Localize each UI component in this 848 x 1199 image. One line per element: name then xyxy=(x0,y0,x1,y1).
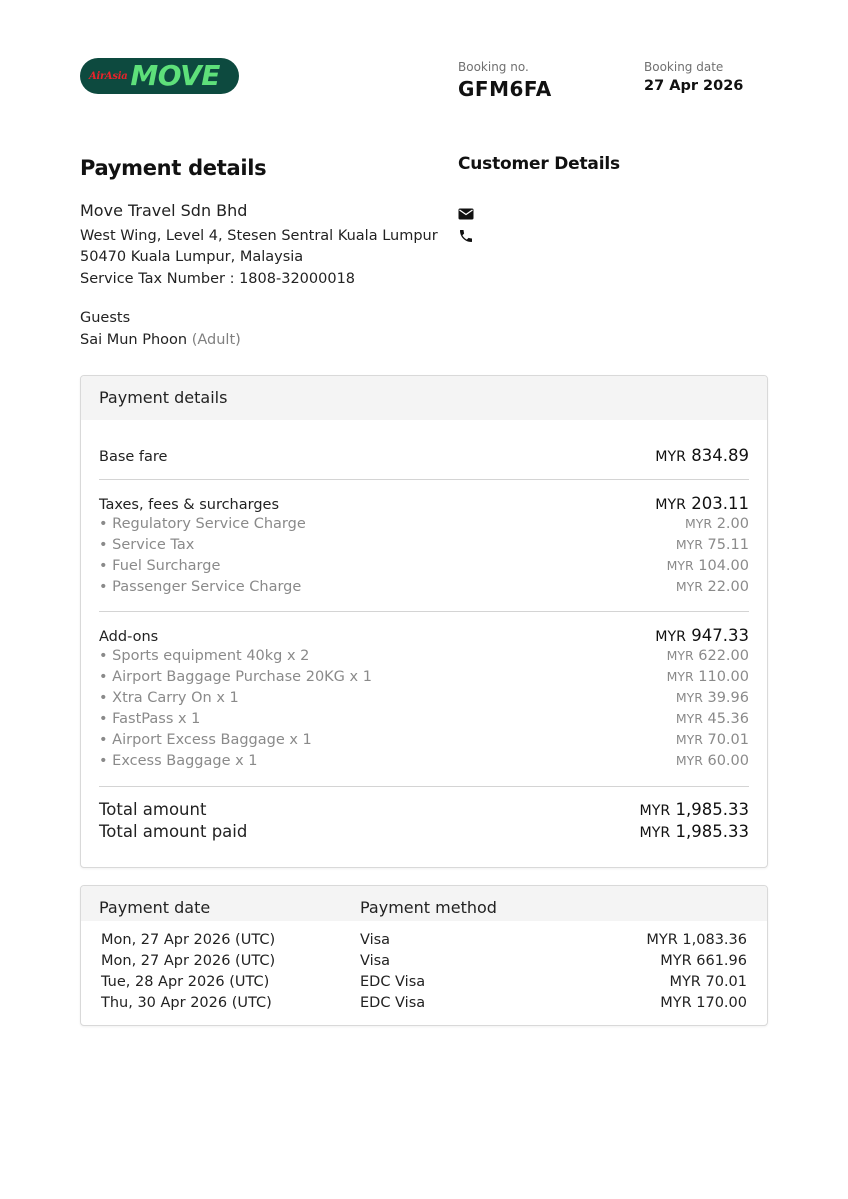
payment-method: EDC Visa xyxy=(360,995,426,1011)
mail-icon xyxy=(458,208,474,220)
customer-details-heading: Customer Details xyxy=(458,154,620,174)
addons-amount: 947.33 xyxy=(691,626,749,645)
base-fare-amount: 834.89 xyxy=(691,446,749,465)
currency-code: MYR xyxy=(655,629,687,645)
section-divider xyxy=(99,611,749,612)
booking-no-label: Booking no. xyxy=(458,60,529,74)
base-fare-label: Base fare xyxy=(99,449,168,465)
payment-history-card xyxy=(80,885,768,1026)
airasia-move-logo xyxy=(80,58,239,94)
tax-item-row xyxy=(99,537,749,553)
payment-amount: MYR 170.00 xyxy=(660,995,747,1011)
addon-item-row xyxy=(99,648,749,664)
company-name: Move Travel Sdn Bhd xyxy=(80,201,248,220)
payment-card-title: Payment details xyxy=(81,376,767,420)
tax-item-label: • Regulatory Service Charge xyxy=(99,516,306,532)
currency-code: MYR xyxy=(639,803,671,819)
tax-item-label: • Fuel Surcharge xyxy=(99,558,221,574)
payment-amount: MYR 1,083.36 xyxy=(646,932,747,948)
tax-item-amount: 104.00 xyxy=(698,558,749,574)
total-amount-value: 1,985.33 xyxy=(675,800,749,819)
base-fare-row xyxy=(99,446,749,465)
addon-item-label: • FastPass x 1 xyxy=(99,711,201,727)
payment-method: EDC Visa xyxy=(360,974,426,990)
section-divider xyxy=(99,786,749,787)
guest-entry xyxy=(80,332,241,348)
payment-amount: MYR 70.01 xyxy=(669,974,747,990)
currency-code: MYR xyxy=(666,648,694,663)
payment-history-header xyxy=(81,886,767,921)
taxes-label: Taxes, fees & surcharges xyxy=(99,497,280,513)
payment-date: Tue, 28 Apr 2026 (UTC) xyxy=(101,974,270,990)
addon-item-amount: 110.00 xyxy=(698,669,749,685)
tax-item-amount: 75.11 xyxy=(707,537,749,553)
tax-item-label: • Service Tax xyxy=(99,537,195,553)
tax-item-amount: 22.00 xyxy=(707,579,749,595)
total-paid-value: 1,985.33 xyxy=(675,822,749,841)
total-paid-row xyxy=(99,822,749,841)
currency-code: MYR xyxy=(675,753,703,768)
company-tax-number: Service Tax Number : 1808-32000018 xyxy=(80,271,356,287)
addon-item-row xyxy=(99,732,749,748)
guest-name: Sai Mun Phoon xyxy=(80,332,188,348)
payment-date-column-header: Payment date xyxy=(99,898,211,917)
addon-item-amount: 622.00 xyxy=(698,648,749,664)
logo-airasia-text: AirAsia xyxy=(89,70,128,82)
currency-code: MYR xyxy=(666,669,694,684)
addon-item-amount: 45.36 xyxy=(707,711,749,727)
addon-item-label: • Sports equipment 40kg x 2 xyxy=(99,648,310,664)
payment-date: Mon, 27 Apr 2026 (UTC) xyxy=(101,932,276,948)
addon-item-amount: 60.00 xyxy=(707,753,749,769)
phone-icon xyxy=(458,228,474,244)
tax-item-row xyxy=(99,516,749,532)
addon-item-label: • Xtra Carry On x 1 xyxy=(99,690,239,706)
addon-item-row xyxy=(99,711,749,727)
currency-code: MYR xyxy=(639,825,671,841)
payment-history-row xyxy=(81,995,767,1015)
taxes-amount: 203.11 xyxy=(691,494,749,513)
currency-code: MYR xyxy=(675,732,703,747)
total-amount-row xyxy=(99,800,749,819)
addon-item-label: • Airport Baggage Purchase 20KG x 1 xyxy=(99,669,372,685)
booking-date-label: Booking date xyxy=(644,60,724,74)
tax-item-row xyxy=(99,558,749,574)
company-address-line1: West Wing, Level 4, Stesen Sentral Kuala Lumpur xyxy=(80,228,438,244)
company-address-line2: 50470 Kuala Lumpur, Malaysia xyxy=(80,249,304,265)
addons-row xyxy=(99,626,749,645)
payment-details-card xyxy=(80,375,768,868)
section-divider xyxy=(99,479,749,480)
payment-history-row xyxy=(81,953,767,973)
currency-code: MYR xyxy=(675,537,703,552)
currency-code: MYR xyxy=(675,579,703,594)
booking-no-value: GFM6FA xyxy=(458,77,552,101)
total-amount-label: Total amount xyxy=(99,800,207,819)
payment-date: Thu, 30 Apr 2026 (UTC) xyxy=(101,995,272,1011)
payment-method: Visa xyxy=(360,932,391,948)
currency-code: MYR xyxy=(675,711,703,726)
addon-item-label: • Airport Excess Baggage x 1 xyxy=(99,732,312,748)
payment-details-heading: Payment details xyxy=(80,156,267,180)
addons-label: Add-ons xyxy=(99,629,159,645)
tax-item-amount: 2.00 xyxy=(716,516,749,532)
tax-item-row xyxy=(99,579,749,595)
addon-item-row xyxy=(99,690,749,706)
tax-item-label: • Passenger Service Charge xyxy=(99,579,302,595)
currency-code: MYR xyxy=(655,449,687,465)
currency-code: MYR xyxy=(655,497,687,513)
payment-method-column-header: Payment method xyxy=(360,898,497,917)
guests-label: Guests xyxy=(80,310,131,326)
currency-code: MYR xyxy=(685,516,713,531)
payment-date: Mon, 27 Apr 2026 (UTC) xyxy=(101,953,276,969)
addon-item-amount: 70.01 xyxy=(707,732,749,748)
payment-history-row xyxy=(81,932,767,952)
addon-item-label: • Excess Baggage x 1 xyxy=(99,753,258,769)
currency-code: MYR xyxy=(666,558,694,573)
payment-method: Visa xyxy=(360,953,391,969)
taxes-row xyxy=(99,494,749,513)
guest-type: (Adult) xyxy=(191,332,241,348)
payment-amount: MYR 661.96 xyxy=(660,953,747,969)
addon-item-row xyxy=(99,753,749,769)
addon-item-amount: 39.96 xyxy=(707,690,749,706)
booking-date-value: 27 Apr 2026 xyxy=(644,78,744,94)
logo-move-text: MOVE xyxy=(130,59,220,92)
currency-code: MYR xyxy=(675,690,703,705)
addon-item-row xyxy=(99,669,749,685)
total-paid-label: Total amount paid xyxy=(99,822,248,841)
payment-history-row xyxy=(81,974,767,994)
